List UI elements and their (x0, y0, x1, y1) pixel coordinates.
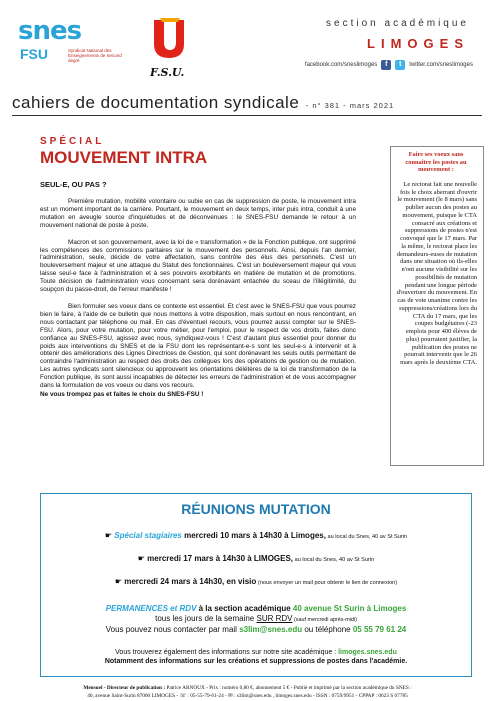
reunions-title: RÉUNIONS MUTATION (181, 501, 331, 517)
header (0, 0, 495, 112)
contact-phone-label: ou téléphone (302, 625, 353, 634)
twitter-link[interactable]: twitter.com/sneslimoges (409, 62, 473, 68)
meeting-label: Spécial stagiaires (114, 531, 182, 540)
pointing-hand-icon: ☛ (104, 531, 113, 540)
fsu-label: F.S.U. (150, 66, 185, 79)
contact-phone[interactable]: 05 55 79 61 24 (352, 625, 407, 634)
paragraph-2: Macron et son gouvernement, avec la loi de « transformation » de la Fonction publique, ont supprimé les compétences des commissions paritaires sur le mouvement des personnels. Ainsi, depuis l'an dernier, l'administration, seule, décide de votre affectation, sans contrôle des élus des personnels. C'est un bouleversement majeur et une attaque du Statut des fonctionnaires. C'est un bouleversement majeur qui vous laisse seul-e face à l'administration et à ses pouvoirs exorbitants en matière de mutation et de promotions. Toute décision de l'administration vous concernant sera dorénavant entachée du sceau de l'illégitimité, du soupçon du passe-droit, de l'erreur manifeste ! (40, 238, 356, 294)
website-note: Notamment des informations sur les créations et suppressions de postes dans l'académie. (104, 658, 408, 665)
meeting-1 (41, 531, 471, 540)
permanences-exception: (sauf mercredi après-midi) (292, 617, 357, 623)
website-text: Vous trouverez également des informations sur notre site académique : (115, 649, 339, 656)
paragraph-3: Bien formuler ses voeux dans ce contexte est essentiel. Et c'est avec le SNES-FSU que vous pourrez bien le faire, à l'aide de ce bulletin que nous mettons à votre disposition, mais surtout en nous rencontrant, en nous contactant par téléphone ou mail. En cas d'éventuel recours, vous pourrez aussi compter sur le SNES-FSU. Alors, pour votre mutation, pour votre métier, pour l'emploi, pour le respect de vos droits, faites donc confiance au SNES-FSU, agissez avec nous, syndiquez-vous ! C'est d'autant plus essentiel pour donner du poids aux interventions du SNES et de la FSU dont les représentant-e-s sont les seul-e-s à intervenir et à obtenir des améliorations des Lignes Directrices de Gestion, qui sont dorénavant les seuls outils permettant de contraindre l'administration au respect des droits des collègues lors des opérations de gestion ou de mutation. Les autres syndicats sont silencieux ou approuvent les orientations délétères de la loi de transformation de la Fonction publique, ils sont aussi incapables de détecter les erreurs de l'administration et de vous accompagner dans la formulation de vos voeux ou dans vos recours. (40, 302, 356, 390)
side-body: Le rectorat fait une nouvelle fois le choix aberrant d'ouvrir le mouvement (le 8 mars) sans publier aucun des postes au mouvement, puisque le CTA consacré aux créations et suppressions de postes n'est convoqué que le 17 mars. Par la même, le rectorat place les demandeurs-euses de mutation dans une situation où ils-elles n'ont aucune visibilité sur les possibilités de mutation pendant une longue période d'ouverture du mouvement. En cas de vote unanime contre les suppressions/créations lors du CTA du 17 mars, que les coupes budgétaires (-23 emplois pour 400 élèves de plus) pourraient justifier, la publication des postes ne pourrait intervenir que le 26 mars après le deuxième CTA. (396, 180, 477, 367)
fsu-u-icon (150, 18, 188, 60)
meeting-text: mercredi 10 mars à 14h30 à Limoges, (181, 531, 326, 540)
doc-title: cahiers de documentation syndicale (12, 93, 300, 112)
social-links (305, 60, 473, 70)
article-question: SEUL-E, OU PAS ? (40, 180, 107, 189)
meeting-place: au local du Snes, 40 av St Surin (293, 557, 375, 563)
contact-text: Vous pouvez nous contacter par mail (105, 625, 240, 634)
fsu-logo (150, 18, 190, 80)
article-title: MOUVEMENT INTRA (40, 148, 208, 167)
closing-line: Ne vous trompez pas et faites le choix du SNES-FSU ! (40, 390, 204, 398)
special-label: SPÉCIAL (40, 136, 105, 147)
twitter-icon[interactable]: t (395, 60, 405, 70)
snes-logo-text: snes (18, 16, 82, 46)
section-label: section académique (326, 18, 469, 29)
facebook-icon[interactable]: f (381, 60, 391, 70)
main-article (40, 136, 356, 398)
meeting-2 (41, 554, 471, 563)
title-bar (12, 93, 482, 116)
contact-email-link[interactable]: s3lim@snes.edu (239, 625, 303, 634)
issue-number: - n° 381 - mars 2021 (305, 101, 395, 110)
meeting-text: mercredi 24 mars à 14h30, en visio (121, 577, 257, 586)
meeting-3 (41, 577, 471, 586)
meeting-text: mercredi 17 mars à 14h30 à LIMOGES, (144, 554, 294, 563)
footer-director: Mensuel - Directeur de publication : (83, 685, 166, 691)
permanences-rdv: SUR RDV (256, 614, 293, 623)
footer-publication: Patrice ARNOUX - Prix : numéro 0,80 €, abonnement 5 € - Publié et imprimé par la section académique du SNES : (165, 685, 412, 691)
snes-subtitle: Syndicat National des Enseignements de Second degré (68, 48, 122, 63)
permanences-text: à la section académique (196, 604, 293, 613)
footer-contact: 40, avenue Saint-Surin 87000 LIMOGES - ☏ : 05-55-79-61-24 - ✉ : s3lim@snes.edu , limoges.snes.edu - ISSN : 0759/9951 - CPPAP : 0623 S 07785 (87, 693, 408, 699)
fsu-logo-text: FSU (20, 46, 48, 62)
snes-fsu-logo (18, 16, 128, 76)
facebook-link[interactable]: facebook.com/sneslimoges (304, 62, 378, 68)
paragraph-1: Première mutation, mobilité volontaire ou subie en cas de suppression de poste, le mouvement intra est un moment important de la carrière. Pourtant, le mouvement en deux temps, inter puis intra, conduit à une mutation en aveugle source d'inquiétudes et de déconvenues : le SNES-FSU demande le retour à un mouvement national de poste à poste. (40, 198, 356, 229)
permanences-address: 40 avenue St Surin à Limoges (292, 604, 407, 613)
side-heading: Faire ses voeux sans connaître les postes au mouvement : (405, 151, 467, 174)
permanences (41, 604, 471, 635)
meeting-place: (nous envoyer un mail pour obtenir le lien de connexion) (256, 580, 398, 586)
side-box (390, 146, 484, 466)
footer (0, 684, 495, 700)
meeting-place: au local du Snes, 40 av St Surin (325, 534, 408, 540)
pointing-hand-icon: ☛ (137, 554, 145, 563)
reunions-box (40, 493, 472, 677)
website-link[interactable]: limoges.snes.edu (338, 649, 397, 656)
website-info (41, 648, 471, 666)
pointing-hand-icon: ☛ (114, 577, 122, 586)
permanences-label: PERMANENCES et RDV (105, 604, 197, 613)
permanences-days: tous les jours de la semaine (155, 614, 257, 623)
limoges-label: LIMOGES (367, 36, 469, 51)
